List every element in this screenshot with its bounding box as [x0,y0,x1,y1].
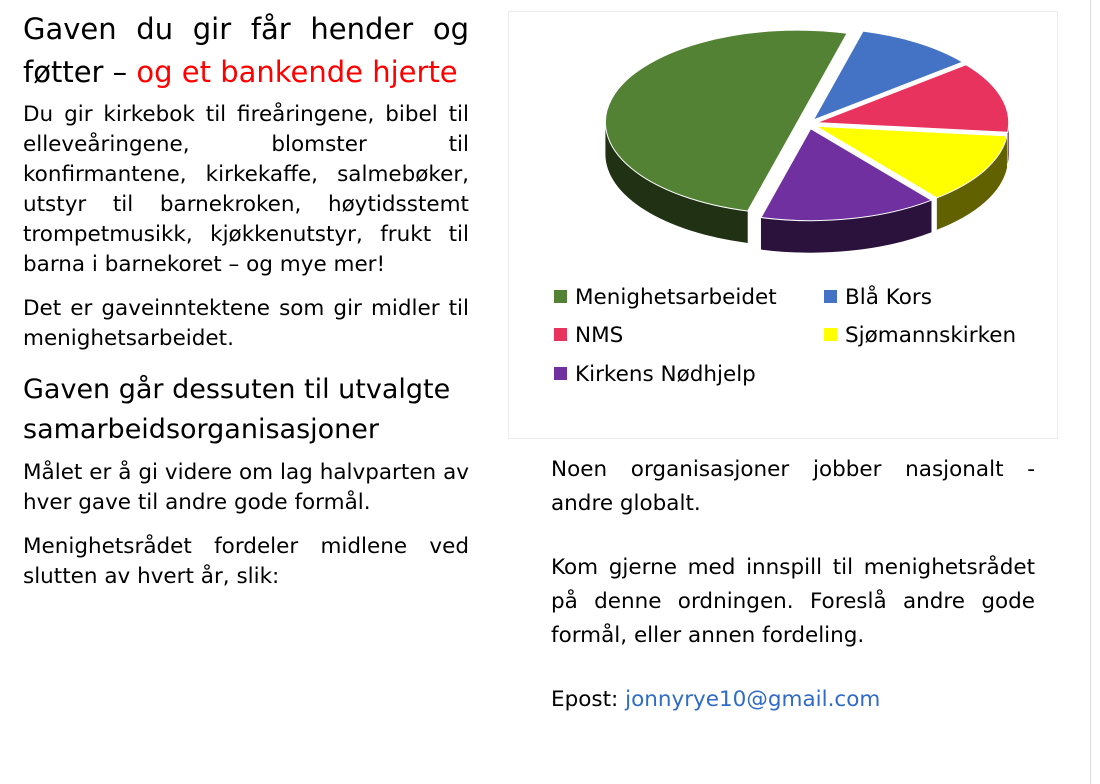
pie-chart-plot [509,12,1059,282]
legend-label: Menighetsarbeidet [575,285,777,310]
main-heading-part1: Gaven du gir får hender og føtter – [23,12,469,89]
legend-label: Sjømannskirken [845,323,1017,348]
legend-swatch [554,290,567,303]
right-column [551,453,1035,747]
left-column [23,8,469,606]
contact-line [551,683,1035,717]
income-paragraph: Det er gaveinntektene som gir midler til menighetsarbeidet. [23,296,469,351]
legend-item-bl-kors [824,284,932,312]
legend-label: Kirkens Nødhjelp [575,362,756,387]
feedback-paragraph: Kom gjerne med innspill til menighetsrådet på denne ordningen. Foreslå andre gode formål, eller annen fordeling. [551,555,1035,648]
pie-chart [508,11,1058,439]
email-link[interactable]: jonnyrye10@gmail.com [625,687,881,712]
distribution-paragraph: Menighetsrådet fordeler midlene ved slutten av hvert år, slik: [23,534,469,589]
organisations-heading: Gaven går dessuten til utvalgte samarbeidsorganisasjoner [23,374,451,445]
legend-item-kirkens-n-dhjelp [554,361,756,389]
main-heading [23,8,469,94]
page-edge-rule [1090,0,1091,784]
legend-item-sj-mannskirken [824,322,1016,350]
legend-swatch [824,290,837,303]
main-heading-highlight: og et bankende hjerte [136,55,458,89]
legend-swatch [554,367,567,380]
legend-swatch [554,328,567,341]
legend-label: NMS [575,323,624,348]
legend-swatch [824,328,837,341]
goal-paragraph: Målet er å gi videre om lag halvparten av hver gave til andre gode formål. [23,460,469,515]
legend-label: Blå Kors [845,285,932,310]
legend-item-nms [554,322,623,350]
gift-uses-paragraph: Du gir kirkebok til fireåringene, bibel til elleveåringene, blomster til konfirmantene, kirkekaffe, salmebøker, utstyr til barnekroken, høytidsstemt trompetmusikk, kjøkkenutstyr, frukt til barna i barnekoret – og mye mer! [23,102,469,277]
email-label: Epost: [551,687,626,712]
legend-item-menighetsarbeidet [554,284,777,312]
org-scope-paragraph: Noen organisasjoner jobber nasjonalt - andre globalt. [551,457,1035,516]
